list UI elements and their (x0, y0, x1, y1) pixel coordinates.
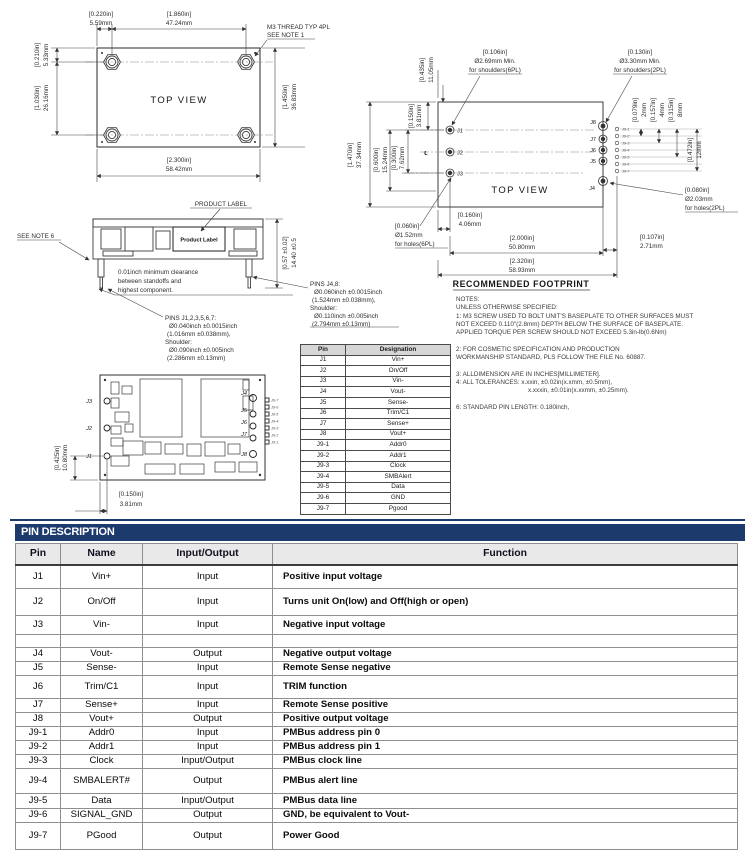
holes2-line2: Ø2.03mm (685, 196, 713, 203)
table-row (16, 616, 738, 635)
corner-dots (104, 379, 261, 476)
pins-a-line2: Ø0.040inch ±0.0015inch (169, 323, 238, 330)
pins-b-line4: Shoulder: (310, 305, 337, 312)
pcb-label-j9-6: J9-6 (271, 405, 279, 410)
pins-a-line3: (1.016mm ±0.038mm), (167, 331, 231, 338)
dim-1030-in: [1.030in] (34, 85, 41, 111)
pin-label-j8: J8 (590, 120, 596, 126)
cell-empty (143, 635, 273, 648)
pcb-label-j9-4: J9-4 (271, 419, 279, 424)
pcb-label-j8: J8 (241, 452, 247, 458)
pcb-label-j9-2: J9-2 (271, 433, 279, 438)
pin-label-j3: J3 (457, 171, 463, 178)
cell-pin: J9-7 (301, 503, 346, 514)
dim-0315-in: [0.315in] (668, 97, 675, 123)
table-row (16, 662, 738, 676)
cell-designation: SMBAlert (346, 472, 451, 483)
holes2-line1: [0.080in] (685, 187, 710, 194)
cell-pin: J6 (301, 408, 346, 419)
dim-0472-in: [0.472in] (687, 137, 694, 163)
cell-pin: J2 (301, 366, 346, 377)
top-view-label: TOP VIEW (150, 95, 208, 106)
note-line: 1: M3 SCREW USED TO BOLT UNIT'S BASEPLATE TO OTHER SURFACES MUST (456, 312, 694, 320)
dimension-lines (70, 456, 107, 514)
dim-0472-mm: 12mm (696, 141, 703, 159)
cell-pin: J1 (16, 565, 61, 589)
holes6-line1: [0.060in] (395, 223, 420, 230)
cell-io: Input/Output (143, 794, 273, 809)
cell-io: Input (143, 727, 273, 741)
cell-io: Input/Output (143, 755, 273, 769)
cell-function: Positive input voltage (273, 565, 738, 589)
section-divider-line (10, 519, 745, 521)
pcb-label-j7: J7 (241, 432, 247, 438)
components (111, 379, 257, 474)
cell-name: Clock (61, 755, 143, 769)
cell-function: Remote Sense negative (273, 662, 738, 676)
cell-designation: Addr1 (346, 450, 451, 461)
pin-label-j9-7: J9-7 (622, 169, 630, 174)
pin-label-j9-6: J9-6 (622, 162, 630, 167)
cell-function: TRIM function (273, 676, 738, 699)
note-line: 6: STANDARD PIN LENGTH: 0.180inch, (456, 403, 570, 411)
cell-io: Output (143, 823, 273, 850)
cell-pin: J3 (16, 616, 61, 635)
table-row (16, 755, 738, 769)
pcb-label-j6: J6 (241, 420, 247, 426)
pins-b-line3: (1.524mm ±0.038mm), (312, 297, 376, 304)
cell-pin: J9-3 (16, 755, 61, 769)
height-dim-in: [0.57 ±0.02] (282, 236, 289, 270)
cell-io: Output (143, 769, 273, 794)
dim-0107-mm: 2.71mm (640, 243, 663, 250)
cell-io: Input (143, 699, 273, 713)
dim-0220-in: [0.220in] (88, 11, 114, 18)
dim-2300-mm: 58.42mm (165, 166, 193, 173)
dim-0210-in: [0.210in] (34, 42, 41, 68)
clearance-line1: 0.01inch minimum clearance (118, 269, 199, 276)
cell-designation: Pgood (346, 503, 451, 514)
table-row (301, 355, 451, 366)
table-row (301, 408, 451, 419)
cell-designation: Vin+ (346, 355, 451, 366)
j9-pins (615, 127, 619, 173)
cell-pin: J8 (301, 429, 346, 440)
cell-pin: J9-2 (16, 741, 61, 755)
leader-lines (17, 208, 399, 327)
pin-label-j9-3: J9-3 (622, 141, 630, 146)
cell-designation: Addr0 (346, 440, 451, 451)
cell-name: SIGNAL_GND (61, 809, 143, 823)
pcb-label-j9-3: J9-3 (271, 426, 279, 431)
cell-pin: J9-3 (301, 461, 346, 472)
pins-a-line4: Shoulder: (165, 339, 192, 346)
table-row (16, 676, 738, 699)
cell-io: Output (143, 648, 273, 662)
note-line: 4: ALL TOLERANCES: x.xxin, ±0.02in(x.xmm, ±0.5mm), (456, 378, 613, 386)
pins-a-line5: Ø0.090inch ±0.005inch (169, 347, 234, 354)
cell-pin: J9-1 (16, 727, 61, 741)
cell-name: On/Off (61, 589, 143, 616)
cell-designation: Sense+ (346, 419, 451, 430)
cell-io: Output (143, 713, 273, 727)
table-row (301, 387, 451, 398)
dim-0435-mm: 11.05mm (428, 57, 435, 83)
pin-label-j2: J2 (457, 150, 463, 157)
cell-function: PMBus data line (273, 794, 738, 809)
product-label-box (173, 227, 225, 251)
cell-name: Trim/C1 (61, 676, 143, 699)
cell-name: Vout+ (61, 713, 143, 727)
cell-function: GND, be equivalent to Vout- (273, 809, 738, 823)
cell-function: Power Good (273, 823, 738, 850)
dim-2320-mm: 58.93mm (508, 267, 536, 274)
dim-0160-mm: 4.06mm (458, 221, 482, 228)
shoulders2-line2: Ø3.30mm Min. (619, 58, 661, 65)
cell-io: Input (143, 662, 273, 676)
note-line: 3: ALLDIMENSION ARE IN INCHES[MILLIMETER]. (456, 370, 601, 378)
cell-pin: J5 (16, 662, 61, 676)
cell-designation: On/Off (346, 366, 451, 377)
cell-designation: Trim/C1 (346, 408, 451, 419)
shoulders2-line1: [0.130in] (627, 49, 653, 56)
cell-name: PGood (61, 823, 143, 850)
pins-b-line2: Ø0.060inch ±0.0015inch (314, 289, 383, 296)
cell-io: Input (143, 589, 273, 616)
dim-0079-in: [0.079in] (632, 97, 639, 123)
cell-pin: J8 (16, 713, 61, 727)
dim-0425-mm: 10.80mm (62, 444, 69, 472)
table-row (16, 699, 738, 713)
cell-function: PMBus address pin 0 (273, 727, 738, 741)
dim-0157-in: [0.157in] (650, 97, 657, 123)
dim-1860-in: [1.860in] (166, 11, 192, 18)
cell-pin: J9-4 (301, 472, 346, 483)
cell-name: Vin- (61, 616, 143, 635)
dim-0425-in: [0.425in] (54, 445, 61, 471)
cell-empty (16, 635, 61, 648)
dim-0210-mm: 5.33mm (43, 43, 50, 67)
pin-description-table (15, 543, 738, 850)
cell-designation: Vout+ (346, 429, 451, 440)
cell-pin: J5 (301, 397, 346, 408)
table-header-row (301, 345, 451, 356)
dim-0300-mm: 7.62mm (399, 146, 406, 170)
dim-0315-mm: 8mm (677, 103, 684, 117)
cell-pin: J9-1 (301, 440, 346, 451)
clearance-line2: between standoffs and (118, 278, 182, 285)
dim-0150-in: [0.150in] (408, 103, 415, 129)
note-line: WORKMANSHIP STANDARD, PLS FOLLOW THE FILE No. 60887. (456, 354, 646, 362)
cell-pin: J9-6 (301, 493, 346, 504)
thread-note-line1: M3 THREAD TYP 4PL (267, 24, 330, 31)
table-row (301, 419, 451, 430)
cell-empty (273, 635, 738, 648)
pin-designation-table (300, 344, 451, 515)
cell-name: Addr0 (61, 727, 143, 741)
pcb-label-j9-1: J9-1 (271, 440, 279, 445)
holes6-line2: Ø1.52mm (395, 232, 423, 239)
note-line: 2: FOR COSMETIC SPECIFICATION AND PRODUCTION (456, 345, 620, 353)
cell-designation: Vout- (346, 387, 451, 398)
pin-label-j6: J6 (590, 148, 596, 154)
pin-label-j1: J1 (457, 128, 463, 135)
shoulders6-line3: for shoulders(6PL) (469, 67, 521, 74)
table-row (301, 366, 451, 377)
table-row (301, 503, 451, 514)
product-label-callout: PRODUCT LABEL (194, 201, 248, 208)
cell-name: SMBALERT# (61, 769, 143, 794)
cell-function: Positive output voltage (273, 713, 738, 727)
cell-pin: J9-7 (16, 823, 61, 850)
pins-b-line5: Ø0.110inch ±0.005inch (314, 313, 379, 320)
shoulders6-line2: Ø2.69mm Min. (474, 58, 516, 65)
dim-1450-in: [1.450in] (282, 84, 289, 110)
shoulders6-line1: [0.106in] (482, 49, 508, 56)
note-line: APPLIED TORQUE PER SCREW SHOULD NOT EXCEED 5.3in-lb(0.6Nm) (456, 329, 667, 337)
cell-io: Input (143, 565, 273, 589)
table-row (16, 823, 738, 850)
left-pins (446, 126, 454, 177)
cell-io: Input (143, 741, 273, 755)
dim-2000-in: [2.000in] (509, 235, 535, 242)
cell-function: Negative input voltage (273, 616, 738, 635)
cell-name: Sense+ (61, 699, 143, 713)
note-line: NOTES: (456, 296, 480, 303)
holes6-line3: for holes(6PL) (395, 241, 435, 248)
top-view-drawing (15, 4, 360, 196)
table-row (16, 809, 738, 823)
cell-io: Output (143, 809, 273, 823)
thread-note-line2: SEE NOTE 1 (267, 32, 305, 39)
pcb-label-j5: J5 (241, 408, 247, 414)
pin-label-j9-5: J9-5 (622, 155, 630, 160)
table-row (16, 794, 738, 809)
dim-0435-in: [0.435in] (419, 57, 426, 83)
dim-0600-mm: 15.24mm (382, 146, 389, 174)
cell-pin: J9-2 (301, 450, 346, 461)
pins-a-line6: (2.286mm ±0.13mm) (167, 355, 226, 362)
note-line (456, 396, 744, 404)
cell-designation: Vin- (346, 376, 451, 387)
cell-function: PMBus alert line (273, 769, 738, 794)
pcb-pins (104, 395, 269, 460)
cell-designation: GND (346, 493, 451, 504)
table-row (16, 589, 738, 616)
dim-1860-mm: 47.24mm (165, 20, 193, 27)
product-label-text: Product Label (180, 237, 218, 244)
table-row (16, 727, 738, 741)
pin-label-j5: J5 (590, 159, 596, 165)
cell-empty (61, 635, 143, 648)
dim-1450-mm: 36.83mm (291, 83, 298, 111)
table-row (16, 565, 738, 589)
pcb-label-j9-5: J9-5 (271, 412, 279, 417)
pin-label-j7: J7 (590, 137, 596, 143)
dim-1030-mm: 26.16mm (43, 84, 50, 112)
cell-pin: J1 (301, 355, 346, 366)
holes2-line3: for holes(2PL) (685, 205, 725, 212)
cell-pin: J7 (16, 699, 61, 713)
cell-name: Addr1 (61, 741, 143, 755)
table-row (301, 429, 451, 440)
note-line: x.xxxin, ±0.01in(x.xxmm, ±0.25mm). (528, 387, 629, 395)
table-row (301, 376, 451, 387)
pcb-view-drawing (15, 346, 305, 520)
cell-name: Data (61, 794, 143, 809)
dim-0150-in: [0.150in] (118, 491, 144, 498)
cell-function: Turns unit On(low) and Off(high or open) (273, 589, 738, 616)
cell-io: Input (143, 676, 273, 699)
table-row (16, 769, 738, 794)
footprint-title: RECOMMENDED FOOTPRINT (452, 279, 590, 289)
height-dim-mm: 14.40 ±0.5 (291, 238, 298, 268)
table-row (16, 713, 738, 727)
shoulders2-line3: for shoulders(2PL) (614, 67, 666, 74)
note-line (456, 362, 744, 370)
table-header-row (16, 544, 738, 566)
col-header-pin: Pin (16, 544, 61, 566)
col-header-name: Name (61, 544, 143, 566)
dim-0079-mm: 2mm (641, 103, 648, 117)
dim-0300-in: [0.300in] (391, 145, 398, 171)
pcb-label-j9-7: J9-7 (271, 398, 279, 403)
cell-function: Remote Sense positive (273, 699, 738, 713)
table-row (301, 472, 451, 483)
cell-designation: Sense- (346, 397, 451, 408)
dim-0150-mm: 3.81mm (119, 501, 143, 508)
dim-2320-in: [2.320in] (509, 258, 535, 265)
note-line: UNLESS OTHERWISE SPECIFIED: (456, 304, 558, 312)
cell-function: PMBus address pin 1 (273, 741, 738, 755)
dim-0150-mm: 3.81mm (416, 104, 423, 128)
dim-1470-in: [1.470in] (347, 142, 354, 168)
cell-io: Input (143, 616, 273, 635)
cell-name: Vout- (61, 648, 143, 662)
notes-block (456, 296, 744, 412)
cell-function: PMBus clock line (273, 755, 738, 769)
col-header-io: Input/Output (143, 544, 273, 566)
clearance-line3: highest component. (118, 287, 173, 294)
dim-0107-in: [0.107in] (640, 234, 665, 241)
dim-0160-in: [0.160in] (457, 212, 483, 219)
pin-label-j4: J4 (589, 186, 595, 192)
pcb-label-j2: J2 (86, 426, 92, 432)
dim-0600-in: [0.600in] (373, 147, 380, 173)
cell-pin: J6 (16, 676, 61, 699)
cell-designation: Clock (346, 461, 451, 472)
pcb-label-j4: J4 (241, 391, 247, 397)
col-header-function: Function (273, 544, 738, 566)
pins-b-line1: PINS J4,8: (310, 281, 341, 288)
table-row (16, 741, 738, 755)
cell-pin: J9-5 (301, 482, 346, 493)
table-row (16, 648, 738, 662)
dim-0157-mm: 4mm (659, 103, 666, 117)
pin-description-banner: PIN DESCRIPTION (15, 524, 745, 541)
cell-name: Sense- (61, 662, 143, 676)
pcb-label-j3: J3 (86, 399, 92, 405)
pins-a-line1: PINS J1,2,3,5,6,7: (165, 315, 217, 322)
pin-label-j9-4: J9-4 (622, 148, 630, 153)
dim-0220-mm: 5.59mm (89, 20, 113, 27)
pins-b-line6: (2.794mm ±0.13mm) (312, 321, 371, 328)
col-header-pin: Pin (301, 345, 346, 356)
dim-1470-mm: 37.34mm (356, 141, 363, 169)
cell-pin: J4 (16, 648, 61, 662)
table-row (301, 493, 451, 504)
dim-2000-mm: 50.80mm (508, 244, 536, 251)
cell-pin: J4 (301, 387, 346, 398)
cell-designation: Data (346, 482, 451, 493)
cell-pin: J7 (301, 419, 346, 430)
table-row (301, 450, 451, 461)
see-note-6: SEE NOTE 6 (17, 233, 55, 240)
side-view-drawing (15, 196, 445, 366)
centerlines (405, 130, 596, 173)
table-spacer-row (16, 635, 738, 648)
note-line (456, 337, 744, 345)
table-row (301, 461, 451, 472)
cell-pin: J9-5 (16, 794, 61, 809)
table-row (301, 440, 451, 451)
dim-2300-in: [2.300in] (166, 157, 192, 164)
cell-pin: J9-6 (16, 809, 61, 823)
cell-pin: J9-4 (16, 769, 61, 794)
pin-label-j9-2: J9-2 (622, 134, 630, 139)
table-row (301, 482, 451, 493)
cell-pin: J3 (301, 376, 346, 387)
note-line: NOT EXCEED 0.110"(2.8mm) DEPTH BELOW THE SURFACE OF BASEPLATE. (456, 320, 684, 328)
col-header-designation: Designation (346, 345, 451, 356)
cell-name: Vin+ (61, 565, 143, 589)
cell-function: Negative output voltage (273, 648, 738, 662)
pcb-label-j1: J1 (86, 454, 92, 460)
table-row (301, 397, 451, 408)
cell-pin: J2 (16, 589, 61, 616)
pin-label-j9-1: J9-1 (622, 127, 630, 132)
centerline-symbol: ℄ (424, 151, 428, 157)
footprint-view-label: TOP VIEW (491, 185, 549, 196)
